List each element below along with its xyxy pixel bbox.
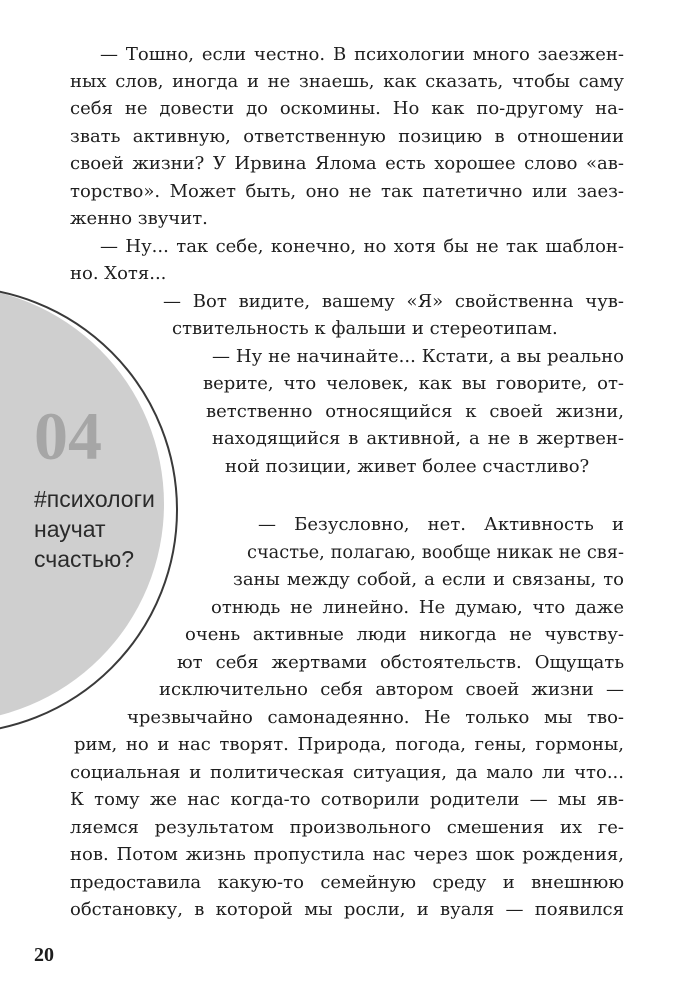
chapter-title: [34, 484, 155, 574]
text-line: — Ну не начинайте... Кстати, а вы реально: [212, 346, 624, 367]
text-line: но. Хотя...: [70, 263, 167, 284]
chapter-title-line: научат: [34, 516, 106, 542]
text-line: — Ну... так себе, конечно, но хотя бы не так шаблон-: [100, 236, 624, 257]
text-line: К тому же нас когда-то сотворили родители — мы яв-: [70, 789, 624, 810]
text-line: очень активные люди никогда не чувству-: [185, 624, 624, 645]
text-line: рим, но и нас творят. Природа, погода, гены, гормоны,: [74, 734, 624, 755]
text-line: социальная и политическая ситуация, да мало ли что...: [70, 762, 624, 783]
text-line: исключительно себя автором своей жизни —: [159, 679, 624, 700]
text-line: предоставила какую-то семейную среду и внешнюю: [70, 872, 624, 893]
text-line: — Безусловно, нет. Активность и: [258, 514, 624, 535]
text-line: верите, что человек, как вы говорите, от-: [203, 373, 624, 394]
text-line: — Вот видите, вашему «Я» свойственна чув-: [163, 291, 624, 312]
text-line: счастье, полагаю, вообще никак не свя-: [247, 543, 624, 563]
text-line: — Тошно, если честно. В психологии много заезжен-: [100, 44, 624, 65]
text-line: ной позиции, живет более счастливо?: [225, 456, 590, 477]
text-line: отнюдь не линейно. Не думаю, что даже: [211, 597, 624, 618]
text-line: ных слов, иногда и не знаешь, как сказать, чтобы саму: [70, 71, 624, 92]
text-line: своей жизни? У Ирвина Ялома есть хорошее слово «ав-: [70, 153, 624, 174]
text-line: ствительность к фальши и стереотипам.: [172, 318, 558, 339]
text-line: женно звучит.: [70, 208, 208, 229]
text-line: звать активную, ответственную позицию в отношении: [70, 126, 624, 147]
text-line: ветственно относящийся к своей жизни,: [206, 401, 624, 422]
text-line: заны между собой, а если и связаны, то: [233, 569, 624, 590]
text-line: находящийся в активной, а не в жертвен-: [212, 428, 624, 449]
chapter-number: 04: [34, 398, 102, 474]
text-line: обстановку, в которой мы росли, и вуаля — появился: [70, 899, 624, 920]
chapter-title-line: #психологи: [34, 486, 155, 512]
text-line: нов. Потом жизнь пропустила нас через шок рождения,: [70, 844, 624, 865]
page-number: 20: [34, 944, 54, 966]
text-line: ют себя жертвами обстоятельств. Ощущать: [177, 652, 624, 673]
text-line: чрезвычайно самонадеянно. Не только мы тво-: [127, 707, 624, 728]
text-line: торство». Может быть, оно не так патетично или заез-: [70, 181, 624, 202]
text-line: ляемся результатом произвольного смешения их ге-: [70, 817, 624, 838]
text-line: себя не довести до оскомины. Но как по-другому на-: [70, 98, 624, 119]
chapter-title-line: счастью?: [34, 546, 135, 572]
